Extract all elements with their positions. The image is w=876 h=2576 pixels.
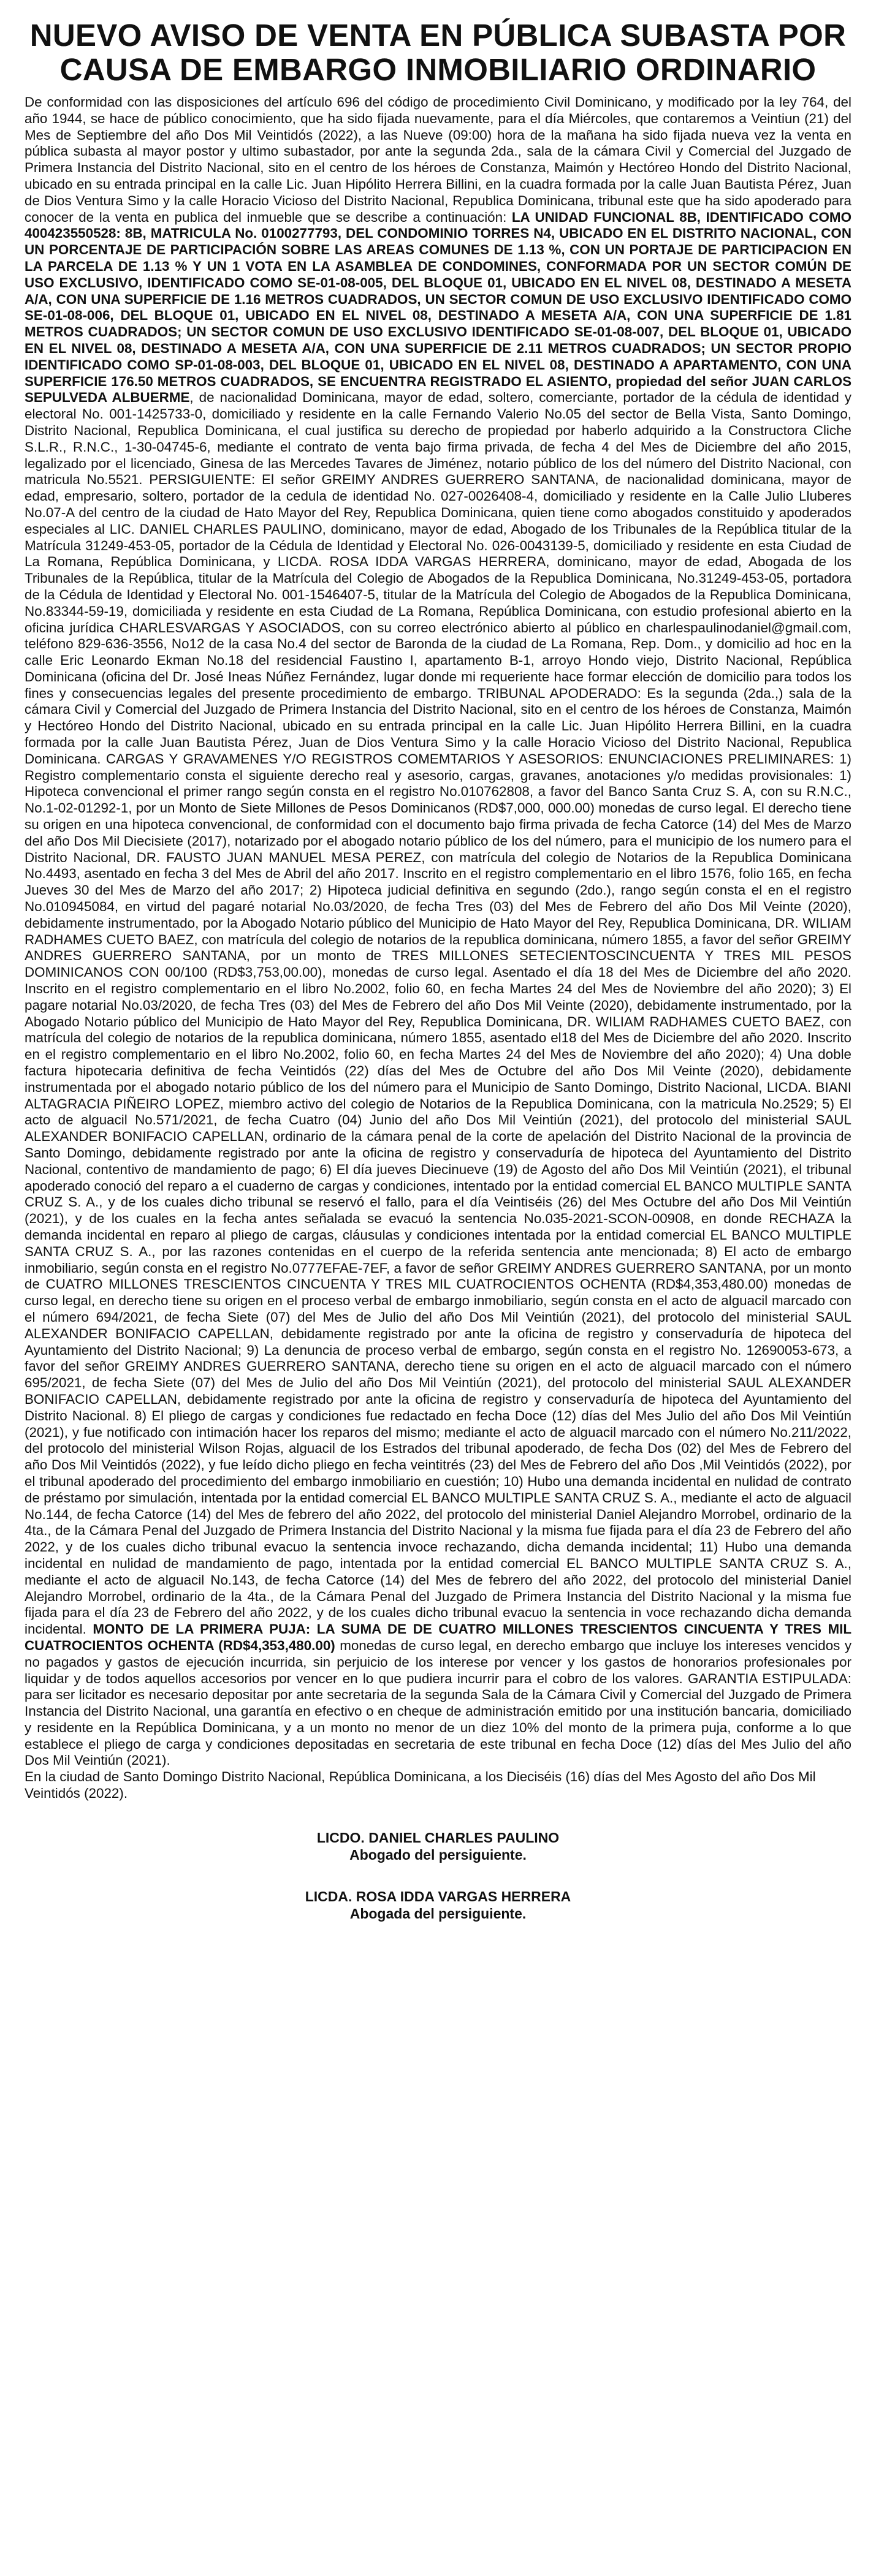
intro-paragraph: De conformidad con las disposiciones del artículo 696 del código de procedimiento Civil Dominicano, y modificado por la ley 764, del año 1944, se hace de público conocimiento, que ha sido fijada nuevamente, para el día Miércoles, que contaremos a Veintiun (21) del Mes de Septiembre del año Dos Mil Veintidós (2022), a las Nueve (09:00) hora de la mañana ha sido fijada nueva vez la venta en pública subasta al mayor postor y ultimo subastador, por ante la segunda 2da., sala de la cámara Civil y Comercial del Juzgado de Primera Instancia del Distrito Nacional, sito en el centro de los héroes de Constanza, Maimón y Hectóreo Hondo del Distrito Nacional, ubicado en su entrada principal en la calle Lic. Juan Hipólito Herrera Billini, en la cuadra formada por la calle Juan Bautista Pérez, Juan de Dios Ventura Simo y la calle Horacio Vicioso del Distrito Nacional, Republica Dominicana, tribunal este que ha sido apoderado para conocer de la venta en publica del inmueble que se describe a continuación: bbox=[25, 94, 851, 225]
notice-body bbox=[25, 94, 851, 1769]
notice-title-line-1: NUEVO AVISO DE VENTA EN PÚBLICA SUBASTA POR bbox=[29, 18, 847, 53]
signatory-name: LICDA. ROSA IDDA VARGAS HERRERA bbox=[305, 1888, 571, 1904]
signatory-role: Abogado del persiguiente. bbox=[349, 1846, 527, 1863]
signature-block-2 bbox=[25, 1888, 851, 1922]
details-paragraph: , de nacionalidad Dominicana, mayor de edad, soltero, comerciante, portador de la cédula de identidad y electoral No. 001-1425733-0, domiciliado y residente en la calle Fernando Valerio No.05 del sector de Bella Vista, Santo Domingo, Distrito Nacional, Republica Dominicana, el cual justifica su derecho de propiedad por haberlo adquirido a la Constructora Cliche S.L.R., R.N.C., 1-30-04745-6, mediante el contrato de venta bajo firma privada, de fecha 4 del Mes de Diciembre del año 2015, legalizado por el licenciado, Ginesa de las Mercedes Tavares de Jiménez, notario público de los del número del Distrito Nacional, con matricula No.5521. PERSIGUIENTE: El señor GREIMY ANDRES GUERRERO SANTANA, de nacionalidad dominicana, mayor de edad, empresario, soltero, portador de la cedula de identidad No. 027-0026408-4, domiciliado y residente en la Calle Julio Lluberes No.07-A del centro de la ciudad de Hato Mayor del Rey, Republica Dominicana, quien tiene como abogados constituido y apoderados especiales al LIC. DANIEL CHARLES PAULINO, dominicano, mayor de edad, Abogado de los Tribunales de la República titular de la Matrícula 31249-453-05, portador de la Cédula de Identidad y Electoral No. 026-0043139-5, domiciliado y residente en esta Ciudad de La Romana, República Dominicana, y LICDA. ROSA IDDA VARGAS HERRERA, dominicano, mayor de edad, Abogada de los Tribunales de la República, titular de la Matrícula del Colegio de Abogados de la Republica Dominicana, No.31249-453-05, portadora de la Cédula de Identidad y Electoral No. 001-1546407-5, titular de la Matrícula del Colegio de Abogados de la Republica Dominicana, No.83344-59-19, domiciliada y residente en esta Ciudad de La Romana, República Dominicana, con estudio profesional abierto en la oficina jurídica CHARLESVARGAS Y ASOCIADOS, con su correo electrónico abierto al público en charlespaulinodaniel@gmail.com, teléfono 829-636-3556, No12 de la casa No.4 del sector de Baronda de la ciudad de La Romana, Rep. Dom., y domicilio ad hoc en la calle Eric Leonardo Ekman No.18 del residencial Faustino I, apartamento B-1, arroyo Hondo viejo, Distrito Nacional, República Dominicana (oficina del Dr. José Ineas Núñez Fernández, lugar donde mi requeriente hace formar elección de domicilio para todos los fines y consecuencias legales del presente procedimiento de embargo. TRIBUNAL APODERADO: Es la segunda (2da.,) sala de la cámara Civil y Comercial del Juzgado de Primera Instancia del Distrito Nacional, sito en el centro de los héroes de Constanza, Maimón y Hectóreo Hondo del Distrito Nacional, ubicado en su entrada principal en la calle Lic. Juan Hipólito Herrera Billini, en la cuadra formada por la calle Juan Bautista Pérez, Juan de Dios Ventura Simo y la calle Horacio Vicioso del Distrito Nacional, Republica Dominicana. CARGAS Y GRAVAMENES Y/O REGISTROS COMEMTARIOS Y ASESORIOS: ENUNCIACIONES PRELIMINARES: 1) Registro complementario consta el siguiente derecho real y asesorio, cargas, gravanes, anotaciones y/o medidas provisionales: 1) Hipoteca convencional el primer rango según consta en el registro No.010762808, a favor del Banco Santa Cruz S. A, con su R.N.C., No.1-02-01292-1, por un Monto de Siete Millones de Pesos Dominicanos (RD$7,000, 000.00) monedas de curso legal. El derecho tiene su origen en una hipoteca convencional, de conformidad con el documento bajo firma privada de fecha Catorce (14) del Mes de Marzo del año Dos Mil Diecisiete (2017), notarizado por el abogado notario público de los del número, para el municipio de los numero para el Distrito Nacional, DR. FAUSTO JUAN MANUEL MESA PEREZ, con matrícula del colegio de Notarios de la Republica Dominicana No.4493, asentado en fecha 3 del Mes de Abril del año 2017. Inscrito en el registro complementario en el libro 1576, folio 165, en fecha Jueves 30 del Mes de Marzo del año 2017; 2) Hipoteca judicial definitiva en segundo (2do.), rango según consta el en el registro No.010945084, en virtud del pagaré notarial No.03/2020, de fecha Tres (03) del Mes de Febrero del año Dos Mil Veinte (2020), debidamente instrumentado, por la Abogado Notario público del Municipio de Hato Mayor del Rey, Republica Dominicana, DR. WILIAM RADHAMES CUETO BAEZ, con matrícula del colegio de notarios de la republica dominicana, número 1855, a favor del señor GREIMY ANDRES GUERRERO SANTANA, por un monto de TRES MILLONES SETECIENTOSCINCUENTA Y TRES MIL PESOS DOMINICANOS CON 00/100 (RD$3,753,00.00), monedas de curso legal. Asentado el día 18 del Mes de Diciembre del año 2020. Inscrito en el registro complementario en el libro No.2002, folio 60, en fecha Martes 24 del Mes de Noviembre del año 2020); 3) El pagare notarial No.03/2020, de fecha Tres (03) del Mes de Febrero del año Dos Mil Veinte (2020), debidamente instrumentado, por la Abogado Notario público del Municipio de Hato Mayor del Rey, Republica Dominicana, DR. WILIAM RADHAMES CUETO BAEZ, con matrícula del colegio de notarios de la republica dominicana, número 1855, asentado el18 del Mes de Diciembre del año 2020. Inscrito en el registro complementario en el libro No.2002, folio 60, en fecha Martes 24 del Mes de Noviembre del año 2020); 4) Una doble factura hipotecaria definitiva de fecha Veintidós (22) días del Mes de Octubre del año Dos Mil Veinte (2020), debidamente instrumentada por el abogado notario público de los del número para el Municipio de Santo Domingo, Distrito Nacional, LICDA. BIANI ALTAGRACIA PIÑEIRO LOPEZ, miembro activo del colegio de Notarios de la Republica Dominicana, con la matricula No.2529; 5) El acto de alguacil No.571/2021, de fecha Cuatro (04) Junio del año Dos Mil Veintiún (2021), del protocolo del ministerial SAUL ALEXANDER BONIFACIO CAPELLAN, ordinario de la cámara penal de la corte de apelación del Distrito Nacional de la provincia de Santo Domingo, debidamente registrado por ante la oficina de registro y conservaduría de hipoteca del Ayuntamiento del Distrito Nacional, contentivo de mandamiento de pago; 6) El día jueves Diecinueve (19) de Agosto del año Dos Mil Veintiún (2021), el tribunal apoderado conoció del reparo a el cuaderno de cargas y condiciones, intentado por la entidad comercial EL BANCO MULTIPLE SANTA CRUZ S. A., y de los cuales dicho tribunal se reservó el fallo, para el día Veintiséis (26) del Mes Octubre del año Dos Mil Veintiún (2021), y de los cuales en la fecha antes señalada se evacuó la sentencia No.035-2021-SCON-00908, en donde RECHAZA la demanda incidental en reparo al pliego de cargas, cláusulas y condiciones intentada por la entidad comercial EL BANCO MULTIPLE SANTA CRUZ S. A., por las razones contenidas en el cuerpo de la referida sentencia ante mencionada; 8) El acto de embargo inmobiliario, según consta en el registro No.0777EFAE-7EF, a favor de señor GREIMY ANDRES GUERRERO SANTANA, por un monto de CUATRO MILLONES TRESCIENTOS CINCUENTA Y TRES MIL CUATROCIENTOS OCHENTA (RD$4,353,480.00) monedas de curso legal, en derecho tiene su origen en el proceso verbal de embargo inmobiliario, según consta en el acto de alguacil marcado con el número 694/2021, de fecha Siete (07) del Mes de Julio del año Dos Mil Veintiún (2021), del protocolo del ministerial SAUL ALEXANDER BONIFACIO CAPELLAN, debidamente registrado por ante la oficina de registro y conservaduría de hipoteca del Ayuntamiento del Distrito Nacional; 9) La denuncia de proceso verbal de embargo, según consta en el registro No. 12690053-673, a favor del señor GREIMY ANDRES GUERRERO SANTANA, derecho tiene su origen en el acto de alguacil marcado con el número 695/2021, de fecha Siete (07) del Mes de Julio del año Dos Mil Veintiún (2021), del protocolo del ministerial SAUL ALEXANDER BONIFACIO CAPELLAN, debidamente registrado por ante la oficina de registro y conservaduría de hipoteca del Ayuntamiento del Distrito Nacional. 8) El pliego de cargas y condiciones fue redactado en fecha Doce (12) días del Mes Julio del año Dos Mil Veintiún (2021), y fue notificado con intimación hacer los reparos del mismo; mediante el acto de alguacil marcado con el número No.211/2022, del protocolo del ministerial Wilson Rojas, alguacil de los Estrados del tribunal apoderado, de fecha Dos (02) del Mes de Febrero del año Dos Mil Veintidós (2022), y fue leído dicho pliego en fecha veintitrés (23) del Mes de Febrero del año Dos ,Mil Veintidós (2022), por el tribunal apoderado del procedimiento del embargo inmobiliario en cuestión; 10) Hubo una demanda incidental en nulidad de contrato de préstamo por simulación, intentada por la entidad comercial EL BANCO MULTIPLE SANTA CRUZ S. A., mediante el acto de alguacil No.144, de fecha Catorce (14) del Mes de febrero del año 2022, del protocolo del ministerial Daniel Alejandro Morrobel, ordinario de la 4ta., de la Cámara Penal del Juzgado de Primera Instancia del Distrito Nacional y la misma fue fijada para el día 23 de Febrero del año 2022, y de los cuales dicho tribunal evacuo la sentencia invoce rechazando, dicha demanda incidental; 11) Hubo una demanda incidental en nulidad de mandamiento de pago, intentada por la entidad comercial EL BANCO MULTIPLE SANTA CRUZ S. A., mediante el acto de alguacil No.143, de fecha Catorce (14) del Mes de febrero del año 2022, del protocolo del ministerial Daniel Alejandro Morrobel, ordinario de la 4ta., de la Cámara Penal del Juzgado de Primera Instancia del Distrito Nacional y la misma fue fijada para el día 23 de Febrero del año 2022, y de los cuales dicho tribunal evacuo la sentencia in voce rechazando dicha demanda incidental. bbox=[25, 390, 851, 1637]
guarantee-paragraph: monedas de curso legal, en derecho embargo que incluye los intereses vencidos y no pagados y gastos de ejecución incurrida, sin perjuicio de los interese por vencer y los gastos de honorarios profesionales por liquidar y de todos aquellos accesorios por vencer en lo que pudiera incurrir para el cobro de los valores. GARANTIA ESTIPULADA: para ser licitador es necesario depositar por ante secretaria de la segunda Sala de la Cámara Civil y Comercial del Juzgado de Primera Instancia del Distrito Nacional, una garantía en efectivo o en cheque de administración emitido por una institución bancaria, domiciliado y residente en la República Dominicana, y a un monto no menor de un diez 10% del monto de la primera puja, conforme a lo que establece el pliego de carga y condiciones depositadas en secretaria de este tribunal en fecha Doce (12) días del Mes Julio del año Dos Mil Veintiún (2021). bbox=[25, 1637, 852, 1768]
first-bid-amount: MONTO DE LA PRIMERA PUJA: LA SUMA DE DE CUATRO MILLONES TRESCIENTOS CINCUENTA Y TRES MIL CUATROCIENTOS OCHENTA (RD$4,353,480.00) bbox=[25, 1621, 852, 1653]
signatory-role: Abogada del persiguiente. bbox=[349, 1905, 527, 1922]
closing-statement: En la ciudad de Santo Domingo Distrito Nacional, República Dominicana, a los Dieciséis (16) días del Mes Agosto del año Dos Mil Veintidós (2022). bbox=[25, 1769, 816, 1801]
signature-block-1 bbox=[25, 1829, 851, 1863]
property-description: LA UNIDAD FUNCIONAL 8B, IDENTIFICADO COMO 400423550528: 8B, MATRICULA No. 0100277793, DEL CONDOMINIO TORRES N4, UBICADO EN EL DISTRITO NACIONAL, CON UN PORCENTAJE DE PARTICIPACIÓN SOBRE LAS AREAS COMUNES DE 1.13 %, CON UN PORTAJE DE PARTICIPACION EN LA PARCELA DE 1.13 % Y UN 1 VOTA EN LA ASAMBLEA DE CONDOMINES, CONFORMADA POR UN SECTOR COMÚN DE USO EXCLUSIVO, IDENTIFICADO COMO SE-01-08-005, DEL BLOQUE 01, UBICADO EN EL NIVEL 08, DESTINADO A MESETA A/A, CON UNA SUPERFICIE DE 1.16 METROS CUADRADOS, UN SECTOR COMUN DE USO EXCLUSIVO IDENTIFICADO COMO SE-01-08-006, DEL BLOQUE 01, UBICADO EN EL NIVEL 08, DESTINADO A MESETA A/A, CON UNA SUPERFICIE DE 1.81 METROS CUADRADOS; UN SECTOR COMUN DE USO EXCLUSIVO IDENTIFICADO SE-01-08-007, DEL BLOQUE 01, UBICADO EN EL NIVEL 08, DESTINADO A MESETA A/A, CON UNA SUPERFICIE DE 2.11 METROS CUADRADOS; UN SECTOR PROPIO IDENTIFICADO COMO SP-01-08-003, DEL BLOQUE 01, UBICADO EN EL NIVEL 08, DESTINADO A APARTAMENTO, CON UNA SUPERFICIE 176.50 METROS CUADRADOS, SE ENCUENTRA REGISTRADO EL ASIENTO, propiedad del señor JUAN CARLOS SEPULVEDA ALBUERME bbox=[25, 209, 851, 406]
notice-title-line-2: CAUSA DE EMBARGO INMOBILIARIO ORDINARIO bbox=[59, 52, 817, 87]
notice-title bbox=[25, 18, 851, 87]
signatory-name: LICDO. DANIEL CHARLES PAULINO bbox=[316, 1829, 560, 1846]
